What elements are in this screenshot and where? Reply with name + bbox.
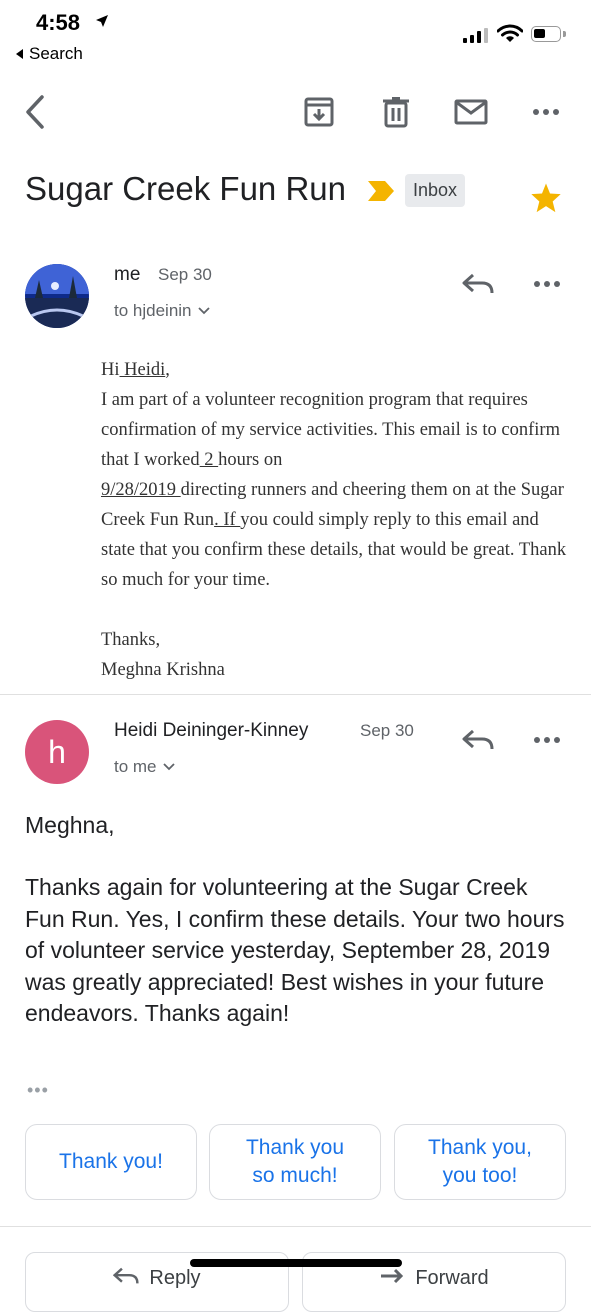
mark-unread-icon xyxy=(454,99,488,125)
actions-divider xyxy=(0,1226,591,1227)
smart-reply-2[interactable]: Thank you so much! xyxy=(209,1124,381,1200)
sender-avatar-letter[interactable]: h xyxy=(25,720,89,784)
message1-recipients-toggle[interactable] xyxy=(114,301,210,321)
home-indicator[interactable] xyxy=(190,1259,402,1267)
location-arrow-icon xyxy=(95,14,109,28)
back-triangle-icon xyxy=(16,49,23,59)
cellular-signal-icon xyxy=(463,28,488,43)
archive-icon xyxy=(303,96,335,128)
battery-cap xyxy=(563,31,566,37)
forward-label: Forward xyxy=(415,1267,489,1289)
more-options-button[interactable] xyxy=(526,92,566,132)
message1-greeting: Hi Heidi, xyxy=(101,360,170,380)
message1-date: Sep 30 xyxy=(158,265,212,284)
message2-date: Sep 30 xyxy=(360,721,414,740)
back-to-app-link[interactable] xyxy=(16,44,83,64)
hours-value: 2 xyxy=(199,450,219,470)
archive-button[interactable] xyxy=(299,92,339,132)
important-marker-icon[interactable] xyxy=(367,180,395,202)
chevron-down-icon xyxy=(198,307,210,315)
message1-body xyxy=(101,355,571,685)
service-date: 9/28/2019 xyxy=(101,480,181,500)
battery-icon xyxy=(531,26,561,42)
message2-recipients: to me xyxy=(114,757,157,776)
delete-button[interactable] xyxy=(376,92,416,132)
chevron-down-icon xyxy=(163,763,175,771)
star-icon[interactable] xyxy=(530,182,562,213)
smart-reply-1[interactable]: Thank you! xyxy=(25,1124,197,1200)
wifi-icon xyxy=(497,24,523,44)
message2-more-icon[interactable] xyxy=(533,736,561,744)
message1-sender: me xyxy=(114,264,141,285)
message2-salutation: Meghna, xyxy=(25,812,115,838)
message-divider xyxy=(0,694,591,695)
back-icon xyxy=(24,95,46,129)
message1-closing: Thanks, xyxy=(101,630,161,650)
message1-recipients: to hjdeinin xyxy=(114,301,192,320)
message1-more-icon[interactable] xyxy=(533,280,561,288)
delete-icon xyxy=(382,96,410,128)
mark-unread-button[interactable] xyxy=(451,92,491,132)
status-time: 4:58 xyxy=(36,10,81,35)
message2-sender: Heidi Deininger-Kinney xyxy=(114,720,309,741)
message1-paragraph: I am part of a volunteer recognition program that requires confirmation of my service activities. This email is to confirm that I worked 2 hours on 9/28/2019 directing runners and cheering them on at the Sugar Creek Fun Run. If you could simply reply to this email and state that you confirm these details, that would be great. Thank so much for your time. xyxy=(101,390,567,590)
message2-body: Thanks again for volunteering at the Sugar Creek Fun Run. Yes, I confirm these details. Your two hours of volunteer service yesterday, September 28, 2019 was greatly appreciated! Best wishes in your future endeavors. Thanks again! xyxy=(25,874,565,1026)
more-icon xyxy=(532,108,560,116)
sender-avatar-photo[interactable] xyxy=(25,264,89,328)
back-button[interactable] xyxy=(15,92,55,132)
greeting-name: Heidi xyxy=(119,360,166,380)
smart-reply-3[interactable]: Thank you, you too! xyxy=(394,1124,566,1200)
message2-recipients-toggle[interactable] xyxy=(114,757,175,777)
reply-icon[interactable] xyxy=(462,273,494,295)
reply-icon[interactable] xyxy=(462,729,494,751)
reply-icon xyxy=(113,1267,139,1285)
message1-signature: Meghna Krishna xyxy=(101,660,225,680)
forward-icon xyxy=(379,1267,405,1285)
show-trimmed-content-button[interactable]: ••• xyxy=(27,1080,49,1100)
inbox-label-chip[interactable]: Inbox xyxy=(405,174,465,207)
email-subject: Sugar Creek Fun Run xyxy=(25,170,346,207)
back-to-app-label: Search xyxy=(29,44,83,63)
reply-label: Reply xyxy=(149,1267,201,1289)
